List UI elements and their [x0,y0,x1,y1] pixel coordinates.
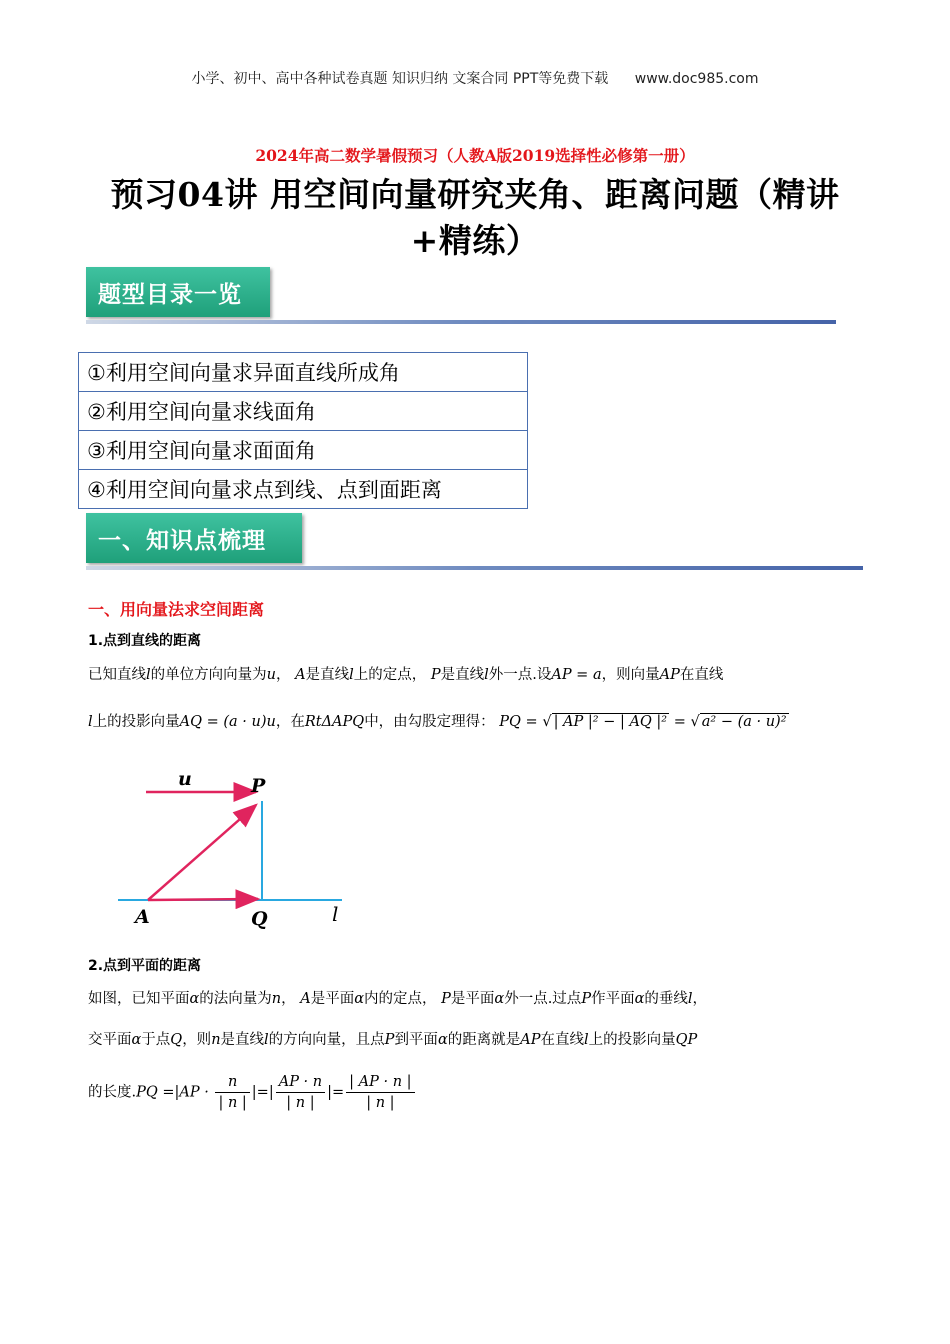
title-line-2: +精练） [410,221,540,260]
toc-item-2[interactable]: ②利用空间向量求线面角 [79,392,528,431]
site-header [0,68,950,88]
paragraph-point-line-2: l上的投影向量AQ = (a · u)u，在RtΔAPQ中，由勾股定理得： PQ = √ | AP |² − | AQ |² = √ a² − (a · u)² [88,714,787,730]
paragraph-point-plane-3: 的长度.PQ =|AP · $\frac{n}{| n |}$ |=| $\frac{AP \cdot n}{| n |}$ |= $\frac{| AP \cdot n |}{| n |}$ [88,1072,417,1113]
paragraph-point-plane-1: 如图，已知平面α的法向量为n， A是平面α内的定点， P是平面α外一点.过点P作平面α的垂线l， [88,991,708,1007]
toc-item-4[interactable]: ④利用空间向量求点到线、点到面距离 [79,470,528,509]
label-l: l [332,902,339,926]
site-text: 小学、初中、高中各种试卷真题 知识归纳 文案合同 PPT等免费下载 [191,71,609,87]
paragraph-point-plane-2: 交平面α于点Q，则n是直线l的方向向量，且点P到平面α的距离就是AP在直线l上的投影向量QP [88,1032,698,1048]
knowledge-divider [86,566,863,570]
label-u: u [178,768,192,790]
fraction-dot-product: $\frac{AP \cdot n}{| n |}$ [276,1072,325,1113]
site-url[interactable]: www.doc985.com [634,71,759,87]
title-line-1: 预习04讲 用空间向量研究夹角、距离问题（精讲 [110,175,840,214]
document-subtitle: 2024年高二数学暑假预习（人教A版2019选择性必修第一册） [255,146,695,165]
toc-table [78,352,528,509]
toc-item-3[interactable]: ③利用空间向量求面面角 [79,431,528,470]
toc-banner: 题型目录一览 [86,267,270,317]
fraction-unit-normal: $\frac{n}{| n |}$ [215,1072,249,1113]
vector-aq [148,899,258,900]
figure-point-to-line [110,765,360,935]
toc-divider [86,320,836,324]
vector-ap [148,805,256,900]
paragraph-point-line-1: 已知直线l的单位方向向量为u， A是直线l上的定点， P是直线l外一点.设AP = a，则向量AP在直线 [88,667,724,683]
fraction-abs-dot-product: $\frac{| AP \cdot n |}{| n |}$ [346,1072,414,1113]
label-a: A [135,906,150,928]
page-title [80,172,870,264]
toc-item-1[interactable]: ①利用空间向量求异面直线所成角 [79,353,528,392]
knowledge-banner: 一、知识点梳理 [86,513,302,563]
label-q: Q [251,908,268,930]
sub-heading-point-line: 1.点到直线的距离 [88,633,202,649]
section-heading: 一、用向量法求空间距离 [88,600,265,619]
sub-heading-point-plane: 2.点到平面的距离 [88,958,202,974]
label-p: P [251,775,266,797]
